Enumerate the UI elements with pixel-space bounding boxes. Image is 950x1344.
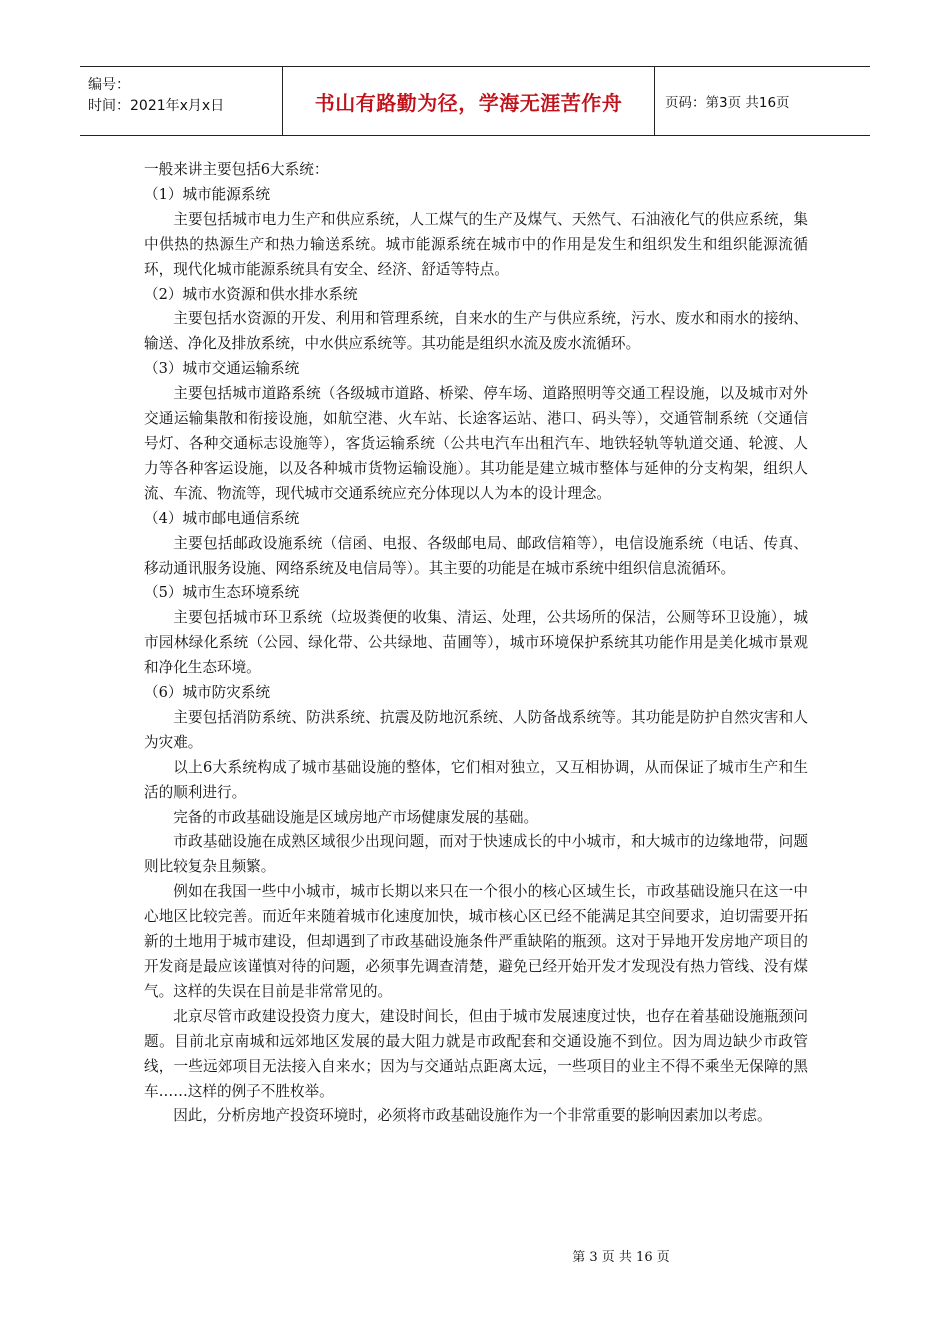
- paragraph: 主要包括消防系统、防洪系统、抗震及防地沉系统、人防备战系统等。其功能是防护自然灾害和人为灾难。: [144, 708, 808, 751]
- paragraph: 一般来讲主要包括6大系统：: [144, 161, 329, 178]
- section-heading: （5）城市生态环境系统: [144, 584, 300, 602]
- page-footer: 第 3 页 共 16 页: [572, 1250, 670, 1265]
- section-heading: （2）城市水资源和供水排水系统: [144, 285, 358, 303]
- section-heading: （4）城市邮电通信系统: [144, 509, 300, 527]
- paragraph: 完备的市政基础设施是区域房地产市场健康发展的基础。: [173, 808, 539, 826]
- paragraph: 主要包括城市环卫系统（垃圾粪便的收集、清运、处理，公共场所的保洁，公厕等环卫设施），城市园林绿化系统（公园、绿化带、公共绿地、苗圃等），城市环境保护系统其功能作用是美化城市景观和净化生态环境。: [144, 609, 808, 677]
- document-time-label: 时间：2021年x月x日: [88, 98, 225, 114]
- header-page-info: 页码：第3页 共16页: [665, 95, 790, 111]
- paragraph: 主要包括水资源的开发、利用和管理系统，自来水的生产与供应系统，污水、废水和雨水的接纳、输送、净化及排放系统，中水供应系统等。其功能是组织水流及废水流循环。: [144, 310, 808, 353]
- paragraph: 主要包括城市道路系统（各级城市道路、桥梁、停车场、道路照明等交通工程设施，以及城市对外交通运输集散和衔接设施，如航空港、火车站、长途客运站、港口、码头等），交通管制系统（交通信号灯、各种交通标志设施等），客货运输系统（公共电汽车出租汽车、地铁轻轨等轨道交通、轮渡、人力等各种客运设施，以及各种城市货物运输设施）。其功能是建立城市整体与延伸的分支构架，组织人流、车流、物流等，现代城市交通系统应充分体现以人为本的设计理念。: [144, 385, 808, 502]
- paragraph: 例如在我国一些中小城市，城市长期以来只在一个很小的核心区域生长，市政基础设施只在这一中心地区比较完善。而近年来随着城市化速度加快，城市核心区已经不能满足其空间要求，迫切需要开拓新的土地用于城市建设，但却遇到了市政基础设施条件严重缺陷的瓶颈。这对于异地开发房地产项目的开发商是最应该谨慎对待的问题，必须事先调查清楚，避免已经开始开发才发现没有热力管线、没有煤气。这样的失误在目前是非常常见的。: [144, 883, 808, 1000]
- document-body: [144, 158, 808, 1129]
- paragraph: 市政基础设施在成熟区域很少出现问题，而对于快速成长的中小城市，和大城市的边缘地带，问题则比较复杂且频繁。: [144, 833, 808, 876]
- paragraph: 以上6大系统构成了城市基础设施的整体，它们相对独立，又互相协调，从而保证了城市生产和生活的顺利进行。: [144, 758, 808, 801]
- paragraph: 因此，分析房地产投资环境时，必须将市政基础设施作为一个非常重要的影响因素加以考虑。: [173, 1107, 772, 1125]
- section-heading: （3）城市交通运输系统: [144, 360, 300, 378]
- paragraph: 北京尽管市政建设投资力度大，建设时间长，但由于城市发展速度过快，也存在着基础设施瓶颈问题。目前北京南城和远郊地区发展的最大阻力就是市政配套和交通设施不到位。因为周边缺少市政管线，一些远郊项目无法接入自来水；因为与交通站点距离太远，一些项目的业主不得不乘坐无保障的黑车……这样的例子不胜枚举。: [144, 1007, 808, 1100]
- paragraph: 主要包括城市电力生产和供应系统，人工煤气的生产及煤气、天然气、石油液化气的供应系统，集中供热的热源生产和热力输送系统。城市能源系统在城市中的作用是发生和组织发生和组织能源流循环，现代化城市能源系统具有安全、经济、舒适等特点。: [144, 210, 808, 278]
- section-heading: （6）城市防灾系统: [144, 684, 271, 702]
- header-meta: [80, 67, 283, 135]
- paragraph: 主要包括邮政设施系统（信函、电报、各级邮电局、邮政信箱等），电信设施系统（电话、传真、移动通讯服务设施、网络系统及电信局等）。其主要的功能是在城市系统中组织信息流循环。: [144, 534, 808, 577]
- page-header: [80, 66, 870, 136]
- document-number-label: 编号：: [88, 77, 130, 93]
- header-motto: 书山有路勤为径，学海无涯苦作舟: [283, 67, 655, 135]
- section-heading: （1）城市能源系统: [144, 185, 271, 203]
